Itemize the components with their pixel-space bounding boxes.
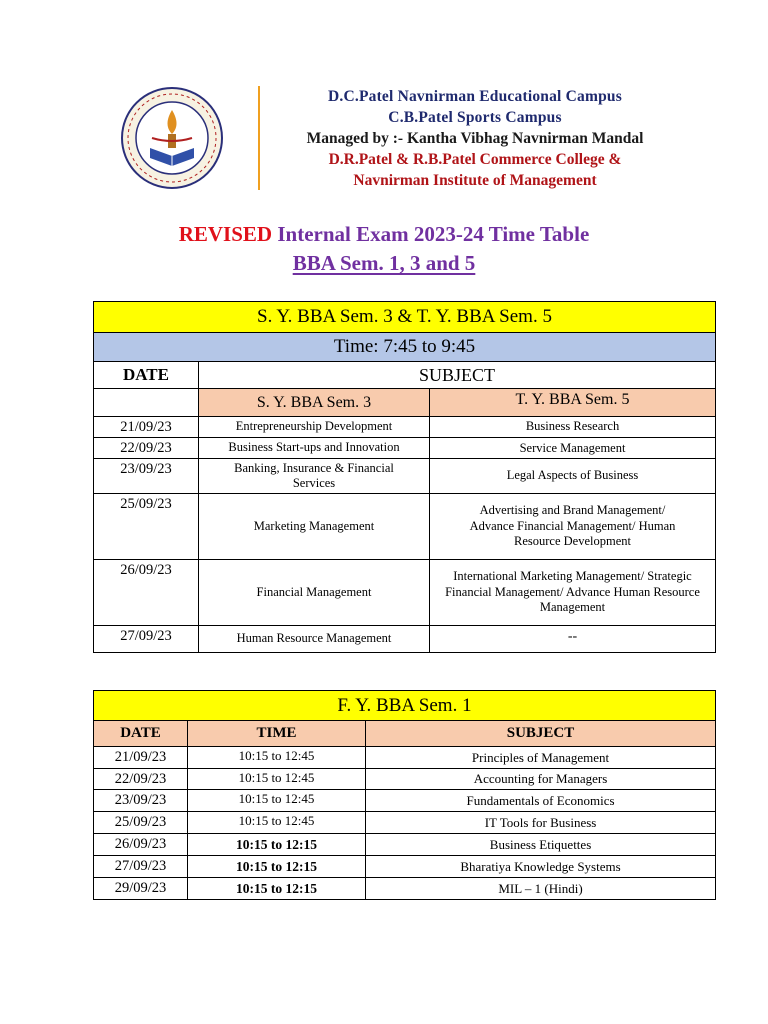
table-row	[94, 494, 716, 560]
letterhead	[92, 86, 678, 190]
row-sem3-subject: Financial Management	[199, 560, 430, 626]
row-date: 25/09/23	[94, 812, 188, 834]
row-time: 10:15 to 12:15	[188, 878, 366, 900]
row-time: 10:15 to 12:15	[188, 834, 366, 856]
row-date: 22/09/23	[94, 438, 199, 459]
row-date: 27/09/23	[94, 626, 199, 653]
row-time: 10:15 to 12:45	[188, 812, 366, 834]
table-row	[94, 459, 716, 494]
subtitle-text: BBA Sem. 1, 3 and 5	[292, 251, 476, 275]
title-main: Internal Exam 2023-24 Time Table	[272, 222, 590, 246]
row-time: 10:15 to 12:45	[188, 769, 366, 790]
table2-col-subject: SUBJECT	[366, 721, 716, 747]
row-time: 10:15 to 12:45	[188, 790, 366, 812]
row-sem5-subject: International Marketing Management/ Strategic Financial Management/ Advance Human Resource Management	[430, 560, 716, 626]
row-date: 25/09/23	[94, 494, 199, 560]
row-subject: Fundamentals of Economics	[366, 790, 716, 812]
page-title	[0, 220, 768, 248]
institution-details	[270, 86, 680, 191]
row-date: 26/09/23	[94, 834, 188, 856]
managed-by-line: Managed by :- Kantha Vibhag Navnirman Mandal	[306, 130, 644, 147]
page-subtitle	[0, 250, 768, 276]
row-date: 23/09/23	[94, 459, 199, 494]
row-subject: MIL – 1 (Hindi)	[366, 878, 716, 900]
table-row	[94, 417, 716, 438]
row-sem5-subject: Legal Aspects of Business	[430, 459, 716, 494]
timetable-sem1	[93, 690, 716, 900]
table-row	[94, 626, 716, 653]
row-sem3-subject: Entrepreneurship Development	[199, 417, 430, 438]
table-row	[94, 856, 716, 878]
table1-col-date: DATE	[94, 362, 199, 389]
table1-col-sem3: S. Y. BBA Sem. 3	[199, 389, 430, 417]
row-sem5-subject: Advertising and Brand Management/ Advance Financial Management/ Human Resource Development	[430, 494, 716, 560]
row-date: 23/09/23	[94, 790, 188, 812]
row-sem3-subject: Banking, Insurance & Financial Services	[199, 459, 430, 494]
table1-col-subject: SUBJECT	[199, 362, 716, 389]
row-date: 21/09/23	[94, 417, 199, 438]
college-emblem-logo	[92, 86, 252, 190]
header-divider	[258, 86, 260, 190]
row-sem3-subject: Business Start-ups and Innovation	[199, 438, 430, 459]
table-row	[94, 560, 716, 626]
college-name-line2: Navnirman Institute of Management	[353, 172, 597, 189]
row-subject: Accounting for Managers	[366, 769, 716, 790]
table-row	[94, 438, 716, 459]
row-date: 22/09/23	[94, 769, 188, 790]
table1-col-sem5: T. Y. BBA Sem. 5	[430, 389, 716, 417]
college-name-line1: D.R.Patel & R.B.Patel Commerce College &	[328, 151, 622, 168]
table1-blank-cell	[94, 389, 199, 417]
table-row	[94, 747, 716, 769]
table-row	[94, 834, 716, 856]
row-sem3-subject: Marketing Management	[199, 494, 430, 560]
table2-col-time: TIME	[188, 721, 366, 747]
row-date: 21/09/23	[94, 747, 188, 769]
revised-label: REVISED	[178, 222, 273, 246]
row-sem5-subject: --	[430, 626, 716, 653]
row-time: 10:15 to 12:45	[188, 747, 366, 769]
row-sem3-subject: Human Resource Management	[199, 626, 430, 653]
row-time: 10:15 to 12:15	[188, 856, 366, 878]
row-subject: Principles of Management	[366, 747, 716, 769]
row-subject: Business Etiquettes	[366, 834, 716, 856]
table1-heading: S. Y. BBA Sem. 3 & T. Y. BBA Sem. 5	[94, 302, 716, 333]
table2-heading: F. Y. BBA Sem. 1	[94, 691, 716, 721]
row-subject: IT Tools for Business	[366, 812, 716, 834]
table-row	[94, 812, 716, 834]
row-sem5-subject: Business Research	[430, 417, 716, 438]
table-row	[94, 769, 716, 790]
row-date: 27/09/23	[94, 856, 188, 878]
row-date: 29/09/23	[94, 878, 188, 900]
table-row	[94, 790, 716, 812]
row-sem5-subject: Service Management	[430, 438, 716, 459]
table-row	[94, 878, 716, 900]
row-date: 26/09/23	[94, 560, 199, 626]
campus-name: D.C.Patel Navnirman Educational Campus	[328, 88, 622, 105]
timetable-sem3-sem5	[93, 301, 716, 653]
table1-time: Time: 7:45 to 9:45	[94, 333, 716, 362]
sports-campus-name: C.B.Patel Sports Campus	[388, 109, 562, 126]
table2-col-date: DATE	[94, 721, 188, 747]
row-subject: Bharatiya Knowledge Systems	[366, 856, 716, 878]
